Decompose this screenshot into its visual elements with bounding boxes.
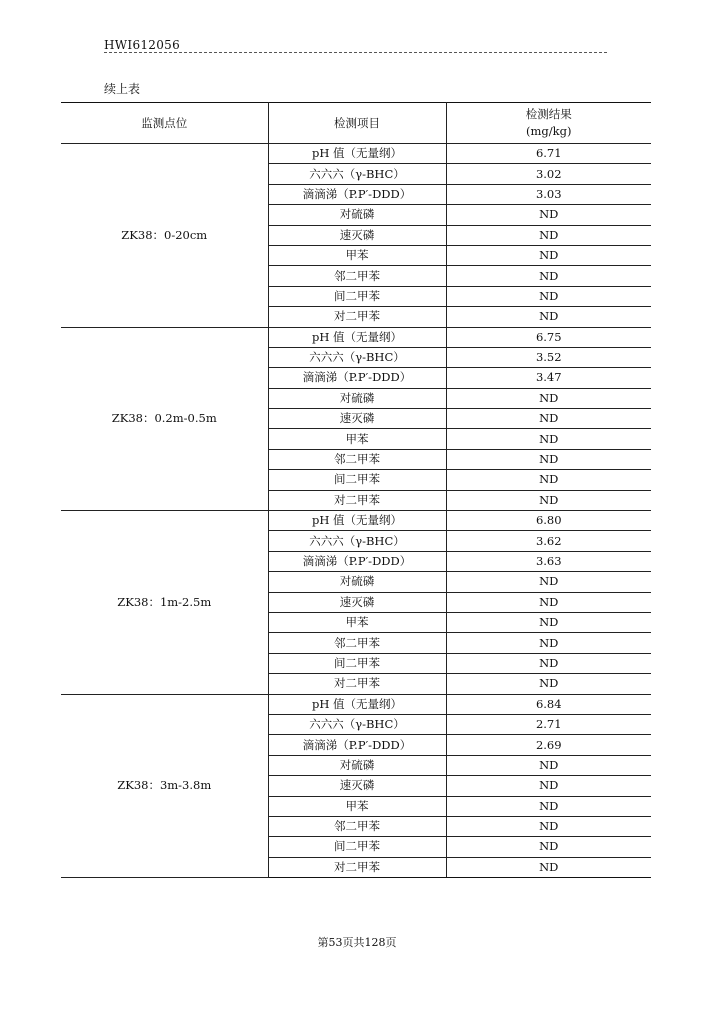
continued-label: 续上表 xyxy=(104,82,141,96)
item-cell: 速灭磷 xyxy=(268,409,446,429)
result-cell: 3.03 xyxy=(446,184,651,204)
table-row xyxy=(61,327,651,347)
site-cell: ZK38：1m-2.5m xyxy=(61,511,268,695)
result-cell: ND xyxy=(446,245,651,265)
item-cell: 对硫磷 xyxy=(268,205,446,225)
result-cell: ND xyxy=(446,307,651,327)
item-cell: 对二甲苯 xyxy=(268,674,446,694)
col-header-result-label: 检测结果 xyxy=(525,107,572,121)
result-cell: 2.69 xyxy=(446,735,651,755)
result-cell: 2.71 xyxy=(446,714,651,734)
result-cell: ND xyxy=(446,225,651,245)
result-cell: ND xyxy=(446,653,651,673)
item-cell: pH 值（无量纲） xyxy=(268,511,446,531)
result-cell: ND xyxy=(446,592,651,612)
result-cell: ND xyxy=(446,572,651,592)
result-cell: 3.62 xyxy=(446,531,651,551)
result-cell: 6.84 xyxy=(446,694,651,714)
item-cell: 间二甲苯 xyxy=(268,470,446,490)
item-cell: 滴滴涕（P.P′-DDD） xyxy=(268,735,446,755)
item-cell: 速灭磷 xyxy=(268,592,446,612)
item-cell: 六六六（γ-BHC） xyxy=(268,164,446,184)
result-cell: 3.02 xyxy=(446,164,651,184)
result-cell: 3.63 xyxy=(446,551,651,571)
report-id: HWI612056 xyxy=(104,38,181,52)
result-cell: ND xyxy=(446,633,651,653)
col-header-result xyxy=(446,103,651,144)
result-cell: ND xyxy=(446,755,651,775)
result-cell: ND xyxy=(446,449,651,469)
result-cell: ND xyxy=(446,470,651,490)
site-cell: ZK38：3m-3.8m xyxy=(61,694,268,878)
result-cell: 3.47 xyxy=(446,368,651,388)
header-rule xyxy=(104,52,607,53)
result-cell: ND xyxy=(446,837,651,857)
item-cell: 六六六（γ-BHC） xyxy=(268,347,446,367)
item-cell: 六六六（γ-BHC） xyxy=(268,714,446,734)
result-cell: ND xyxy=(446,816,651,836)
table-row xyxy=(61,694,651,714)
result-cell: 3.52 xyxy=(446,347,651,367)
result-cell: ND xyxy=(446,612,651,632)
item-cell: 速灭磷 xyxy=(268,225,446,245)
item-cell: 对二甲苯 xyxy=(268,857,446,877)
item-cell: 邻二甲苯 xyxy=(268,449,446,469)
site-cell: ZK38：0-20cm xyxy=(61,144,268,328)
result-cell: ND xyxy=(446,796,651,816)
result-cell: ND xyxy=(446,266,651,286)
item-cell: 六六六（γ-BHC） xyxy=(268,531,446,551)
item-cell: 对二甲苯 xyxy=(268,307,446,327)
result-cell: 6.80 xyxy=(446,511,651,531)
result-cell: ND xyxy=(446,490,651,510)
item-cell: 对硫磷 xyxy=(268,388,446,408)
result-cell: ND xyxy=(446,429,651,449)
site-cell: ZK38：0.2m-0.5m xyxy=(61,327,268,511)
item-cell: 速灭磷 xyxy=(268,776,446,796)
item-cell: pH 值（无量纲） xyxy=(268,327,446,347)
table-row xyxy=(61,511,651,531)
table-row xyxy=(61,144,651,164)
result-cell: ND xyxy=(446,857,651,877)
item-cell: 间二甲苯 xyxy=(268,286,446,306)
item-cell: 邻二甲苯 xyxy=(268,266,446,286)
result-cell: ND xyxy=(446,674,651,694)
result-cell: ND xyxy=(446,205,651,225)
col-header-site: 监测点位 xyxy=(61,103,268,144)
item-cell: 对硫磷 xyxy=(268,755,446,775)
result-cell: 6.71 xyxy=(446,144,651,164)
col-header-item: 检测项目 xyxy=(268,103,446,144)
item-cell: 甲苯 xyxy=(268,796,446,816)
item-cell: pH 值（无量纲） xyxy=(268,694,446,714)
page-footer: 第53页共128页 xyxy=(317,936,397,949)
item-cell: 滴滴涕（P.P′-DDD） xyxy=(268,184,446,204)
item-cell: 甲苯 xyxy=(268,429,446,449)
item-cell: 对硫磷 xyxy=(268,572,446,592)
item-cell: 滴滴涕（P.P′-DDD） xyxy=(268,368,446,388)
results-table xyxy=(61,102,651,878)
table-header-row xyxy=(61,103,651,144)
item-cell: 间二甲苯 xyxy=(268,653,446,673)
item-cell: 间二甲苯 xyxy=(268,837,446,857)
item-cell: 邻二甲苯 xyxy=(268,816,446,836)
result-cell: ND xyxy=(446,776,651,796)
item-cell: 甲苯 xyxy=(268,612,446,632)
item-cell: 对二甲苯 xyxy=(268,490,446,510)
results-body xyxy=(61,144,651,878)
result-cell: ND xyxy=(446,388,651,408)
item-cell: 邻二甲苯 xyxy=(268,633,446,653)
col-header-result-unit: (mg/kg) xyxy=(526,124,572,138)
item-cell: pH 值（无量纲） xyxy=(268,144,446,164)
item-cell: 甲苯 xyxy=(268,245,446,265)
result-cell: ND xyxy=(446,286,651,306)
result-cell: ND xyxy=(446,409,651,429)
item-cell: 滴滴涕（P.P′-DDD） xyxy=(268,551,446,571)
result-cell: 6.75 xyxy=(446,327,651,347)
